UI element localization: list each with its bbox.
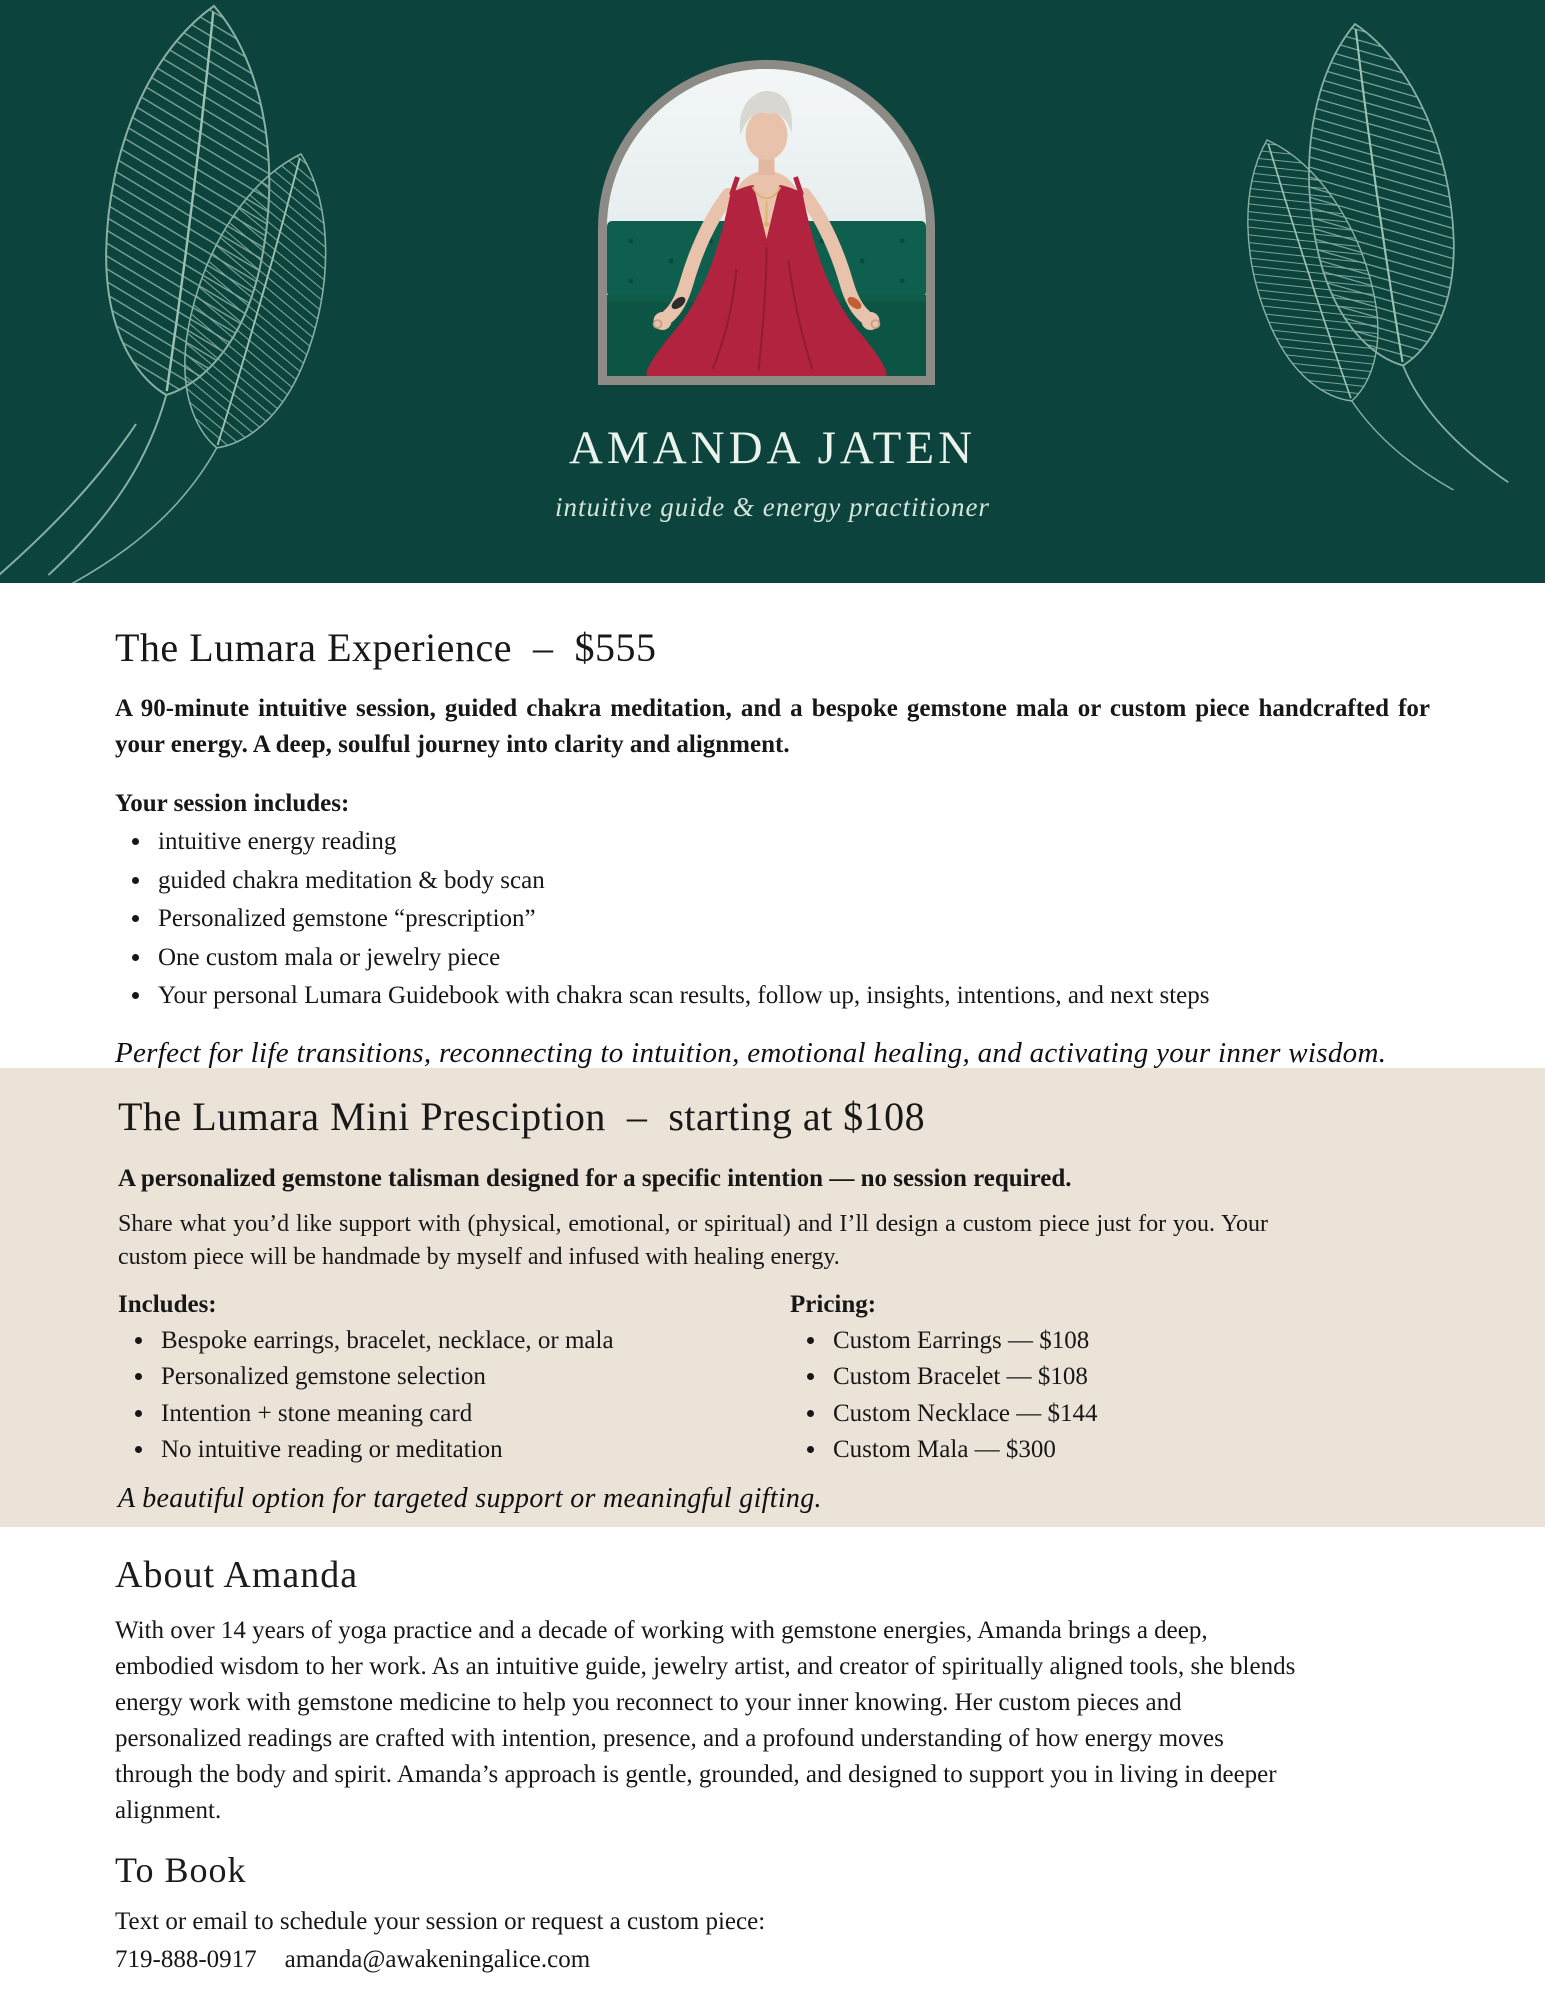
section-lumara-experience xyxy=(0,583,1545,1068)
mini-pricing-list xyxy=(790,1325,1430,1467)
list-item: • Personalized gemstone “prescription” xyxy=(153,903,1430,936)
experience-title: The Lumara Experience – $555 xyxy=(115,625,657,670)
experience-includes-label: Your session includes: xyxy=(115,790,350,817)
list-item: • Custom Earrings — $108 xyxy=(828,1325,1430,1358)
phone-number: 719-888-0917 xyxy=(115,1945,257,1973)
mini-includes-list xyxy=(118,1325,790,1467)
experience-intro: A 90-minute intuitive session, guided chakra meditation, and a bespoke gemstone mala or custom piece handcrafted for your energy. A deep, soulful journey into clarity and alignment. xyxy=(115,695,1430,758)
list-item: • Your personal Lumara Guidebook with chakra scan results, follow up, insights, intentions, and next steps xyxy=(153,980,1430,1013)
face xyxy=(746,110,788,160)
email-address: amanda@awakeningalice.com xyxy=(284,1945,591,1973)
mini-columns xyxy=(118,1291,1430,1467)
book-contact xyxy=(115,1941,1430,1979)
mini-lead: A personalized gemstone talisman designed for a specific intention — no session required. xyxy=(118,1165,1072,1192)
list-item: • Custom Bracelet — $108 xyxy=(828,1361,1430,1394)
mini-includes-label: Includes: xyxy=(118,1290,217,1318)
about-body: With over 14 years of yoga practice and a decade of working with gemstone energies, Amanda brings a deep, embodied wisdom to her work. As an intuitive guide, jewelry artist, and creator of spiritually aligned tools, she blends energy work with gemstone medicine to help you reconnect to your inner knowing. Her custom pieces and personalized readings are crafted with intention, presence, and a profound understanding of how energy moves through the body and spirit. Amanda’s approach is gentle, grounded, and designed to support you in living in deeper alignment. xyxy=(115,1617,1296,1824)
list-item: • Personalized gemstone selection xyxy=(156,1361,790,1394)
mini-note: A beautiful option for targeted support or meaningful gifting. xyxy=(118,1482,822,1514)
mini-pricing-label: Pricing: xyxy=(790,1290,877,1318)
leaf-line-art-right xyxy=(1215,10,1545,490)
mini-description: Share what you’d like support with (physical, emotional, or spiritual) and I’ll design a custom piece just for you. Your custom piece will be handmade by myself and infused with healing energy. xyxy=(118,1210,1268,1271)
brand-tagline: intuitive guide & energy practitioner xyxy=(555,492,990,522)
list-item: • No intuitive reading or meditation xyxy=(156,1434,790,1467)
list-item: • Custom Necklace — $144 xyxy=(828,1398,1430,1431)
list-item: • guided chakra meditation & body scan xyxy=(153,865,1430,898)
list-item: • Bespoke earrings, bracelet, necklace, or mala xyxy=(156,1325,790,1358)
about-title: About Amanda xyxy=(115,1554,359,1596)
list-item: • One custom mala or jewelry piece xyxy=(153,942,1430,975)
book-instructions: Text or email to schedule your session or request a custom piece: xyxy=(115,1908,766,1935)
list-item: • Intention + stone meaning card xyxy=(156,1398,790,1431)
mini-pricing-column xyxy=(790,1291,1430,1467)
section-mini-prescription xyxy=(0,1068,1545,1527)
portrait-photo-scene xyxy=(607,69,926,376)
portrait-photo xyxy=(598,60,935,385)
book-title: To Book xyxy=(115,1850,247,1890)
hero-header xyxy=(0,0,1545,583)
section-about xyxy=(0,1527,1545,2000)
list-item: • intuitive energy reading xyxy=(153,826,1430,859)
brand-name: AMANDA JATEN xyxy=(568,422,977,474)
experience-includes-list xyxy=(115,826,1430,1013)
mini-includes-column xyxy=(118,1291,790,1467)
mini-title: The Lumara Mini Presciption – starting at $108 xyxy=(118,1094,926,1139)
experience-note: Perfect for life transitions, reconnecting to intuition, emotional healing, and activating your inner wisdom. xyxy=(115,1036,1387,1069)
list-item: • Custom Mala — $300 xyxy=(828,1434,1430,1467)
